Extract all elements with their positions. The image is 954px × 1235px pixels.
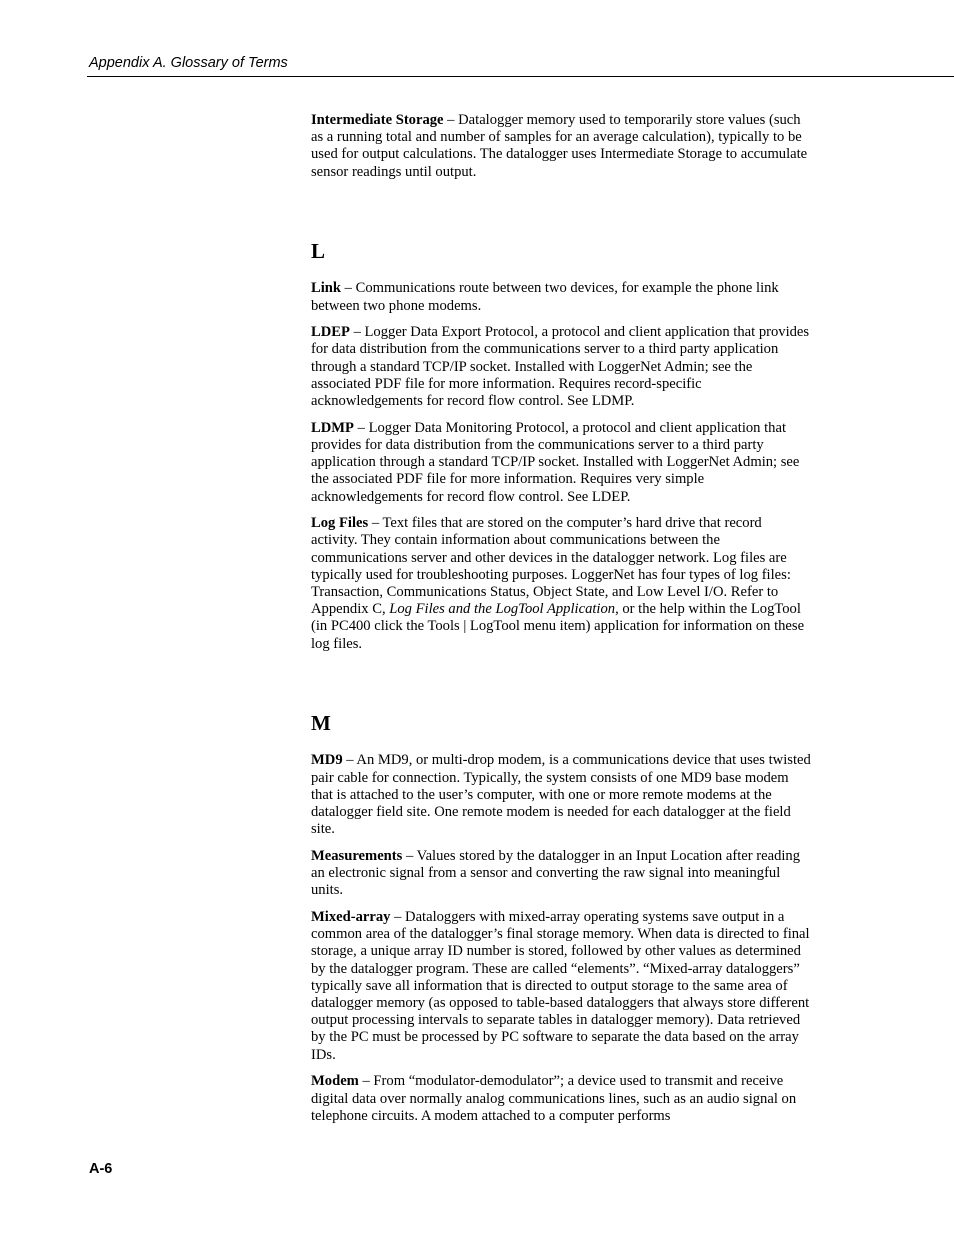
term-ldmp: LDMP xyxy=(311,419,354,436)
running-header: Appendix A. Glossary of Terms xyxy=(89,55,288,71)
entry-md9 xyxy=(311,752,811,838)
term-md9: MD9 xyxy=(311,752,343,769)
term-ldep: LDEP xyxy=(311,324,350,341)
term-mixed-array: Mixed-array xyxy=(311,909,391,925)
definition-log-files-part1: – Text files that are stored on the computer’s hard drive that record activity. They contain information about communications between the communications server and other devices in the datalogger network. Log files are typically used for troubleshooting purposes. LoggerNet has four types of log files: Transaction, Communications Status, Object State, and Low Level I/O. Refer to Appendix C, xyxy=(311,515,791,618)
definition-ldmp: – Logger Data Monitoring Protocol, a protocol and client application that provides for data distribution from the communications server to a third party application through a standard TCP/IP socket. Installed with LoggerNet Admin; see the associated PDF file for more information. Requires very simple acknowledgements for record flow control. See LDEP. xyxy=(311,419,800,505)
entry-mixed-array xyxy=(311,909,811,1064)
definition-intermediate-storage: – Datalogger memory used to temporarily store values (such as a running total and number of samples for an average calculation), typically to be used for output calculations. The datalogger uses Intermediate Storage to accumulate sensor readings until output. xyxy=(311,112,808,180)
log-files-reference-title: Log Files and the LogTool Application xyxy=(389,601,616,618)
entry-intermediate-storage xyxy=(311,112,811,181)
definition-mixed-array: – Dataloggers with mixed-array operating systems save output in a common area of the datalogger’s final storage memory. When data is directed to final storage, a unique array ID number is stored, followed by other values as determined by the datalogger program. These are called “elements”. “Mixed-array dataloggers” typically save all information that is directed to output storage to the same area of datalogger memory (as opposed to table-based dataloggers that always store different output processing intervals to separate tables in datalogger memory). Data retrieved by the PC must be processed by PC software to separate the data based on the array IDs. xyxy=(311,909,810,1063)
section-heading-l: L xyxy=(311,239,326,264)
entry-modem xyxy=(311,1073,811,1125)
definition-ldep: – Logger Data Export Protocol, a protocol and client application that provides for data distribution from the communications server to a third party application through a standard TCP/IP socket. Installed with LoggerNet Admin; see the associated PDF file for more information. Requires record-specific acknowledgements for record flow control. See LDMP. xyxy=(311,324,810,410)
definition-modem: – From “modulator-demodulator”; a device used to transmit and receive digital data over normally analog communications lines, such as an audio signal on telephone circuits. A modem attached to a computer performs xyxy=(311,1073,797,1124)
entry-log-files xyxy=(311,515,811,653)
definition-md9: – An MD9, or multi-drop modem, is a communications device that uses twisted pair cable for connection. Typically, the system consists of one MD9 base modem that is attached to the user’s computer, with one or more remote modems at the datalogger field site. One remote modem is needed for each datalogger at the field site. xyxy=(311,752,811,838)
entry-link xyxy=(311,280,811,314)
definition-log-files-part2: , or the help within the LogTool (in PC400 click the Tools | LogTool menu item) application for information on these log files. xyxy=(311,601,805,652)
definition-link: – Communications route between two devices, for example the phone link between two phone modems. xyxy=(311,280,779,314)
definition-measurements: – Values stored by the datalogger in an Input Location after reading an electronic signal from a sensor and converting the raw signal into meaningful units. xyxy=(311,847,801,899)
entry-ldmp xyxy=(311,420,811,506)
term-intermediate-storage: Intermediate Storage xyxy=(311,112,444,128)
term-log-files: Log Files xyxy=(311,515,369,532)
section-heading-m: M xyxy=(311,711,331,736)
term-modem: Modem xyxy=(311,1073,359,1090)
entry-ldep xyxy=(311,324,811,410)
term-measurements: Measurements xyxy=(311,847,403,864)
term-link: Link xyxy=(311,280,342,297)
entry-measurements xyxy=(311,848,811,900)
glossary-body xyxy=(311,112,811,1125)
header-rule xyxy=(87,76,954,77)
page-number: A-6 xyxy=(89,1161,113,1177)
